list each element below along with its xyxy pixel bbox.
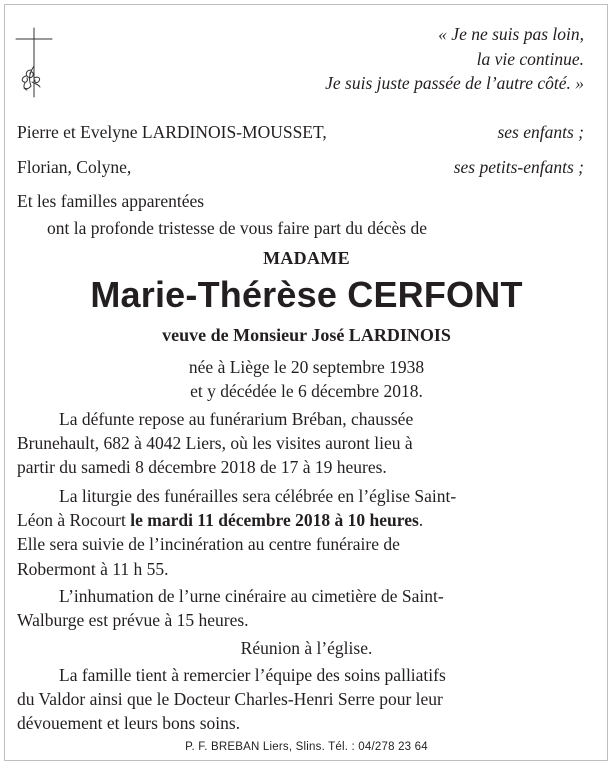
family-relation: ses petits-enfants ;	[453, 157, 584, 177]
liturgy-line-3: Elle sera suivie de l’incinération au centre funéraire de	[17, 534, 400, 555]
cross-with-rose-icon	[12, 26, 56, 100]
family-relation: ses enfants ;	[497, 122, 584, 142]
burial-line-1: L’inhumation de l’urne cinéraire au cimetière de Saint-	[59, 586, 444, 606]
family-row-grandchildren	[17, 155, 584, 179]
liturgy-period: .	[418, 510, 424, 531]
deceased-name: Marie-Thérèse CERFONT	[90, 274, 523, 315]
funerarium-paragraph	[17, 407, 565, 480]
liturgy-line-4: Robermont à 11 h 55.	[17, 558, 169, 579]
honorific: MADAME	[263, 248, 350, 268]
burial-paragraph	[17, 584, 565, 632]
reunion-line: Réunion à l’église.	[240, 638, 373, 658]
thanks-paragraph	[17, 663, 565, 736]
liturgy-place: Léon à Rocourt	[17, 510, 131, 531]
announcement-line: ont la profonde tristesse de vous faire part du décès de	[47, 218, 428, 238]
thanks-line-3: dévouement et leurs bons soins.	[17, 713, 241, 734]
family-names: Pierre et Evelyne LARDINOIS-MOUSSET,	[17, 122, 327, 142]
epitaph-quote	[325, 22, 584, 96]
liturgy-line-1: La liturgie des funérailles sera célébrée en l’église Saint-	[59, 486, 457, 506]
birth-line: née à Liège le 20 septembre 1938	[188, 357, 425, 377]
family-row-children	[17, 120, 584, 144]
quote-line-1: « Je ne suis pas loin,	[438, 24, 584, 44]
widow-of-line: veuve de Monsieur José LARDINOIS	[162, 325, 451, 345]
family-names: Florian, Colyne,	[17, 157, 132, 177]
funerarium-line-2: Brunehault, 682 à 4042 Liers, où les visites auront lieu à	[17, 433, 413, 454]
funeral-home-footer: P. F. BREBAN Liers, Slins. Tél. : 04/278 23 64	[185, 741, 428, 753]
thanks-line-1: La famille tient à remercier l’équipe des soins palliatifs	[59, 665, 446, 685]
liturgy-paragraph	[17, 484, 565, 581]
thanks-line-2: du Valdor ainsi que le Docteur Charles-Henri Serre pour leur	[17, 689, 443, 710]
death-line: et y décédée le 6 décembre 2018.	[190, 381, 423, 401]
quote-line-2: la vie continue.	[476, 48, 584, 69]
relatives-line: Et les familles apparentées	[17, 191, 205, 211]
funerarium-line-1: La défunte repose au funérarium Bréban, chaussée	[59, 409, 414, 429]
liturgy-line-2	[17, 508, 565, 532]
quote-line-3: Je suis juste passée de l’autre côté. »	[325, 73, 584, 93]
burial-line-2: Walburge est prévue à 15 heures.	[17, 610, 249, 631]
liturgy-date: le mardi 11 décembre 2018 à 10 heures	[130, 510, 419, 531]
funerarium-line-3: partir du samedi 8 décembre 2018 de 17 à 19 heures.	[17, 457, 387, 478]
